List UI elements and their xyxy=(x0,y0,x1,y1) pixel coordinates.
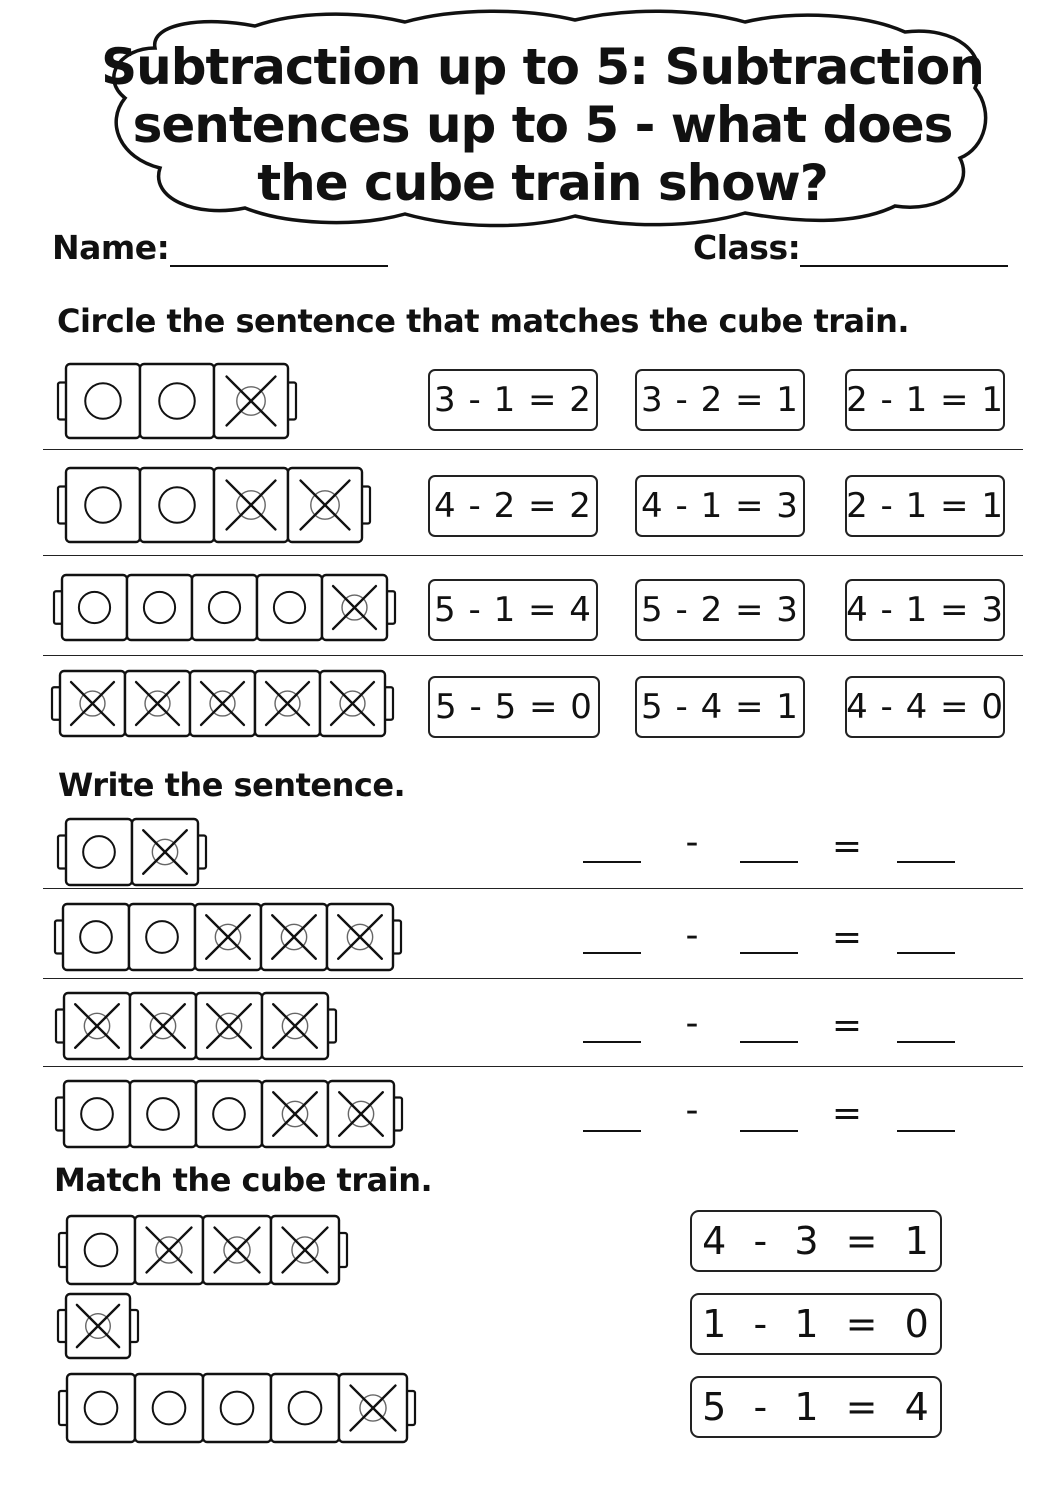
cube xyxy=(66,819,132,885)
cube-train xyxy=(52,573,397,642)
cube-train xyxy=(50,669,395,738)
sentence-option[interactable]: 2 - 1 = 1 xyxy=(845,369,1005,431)
class-blank[interactable] xyxy=(800,265,1008,267)
section-circle-instruction: Circle the sentence that matches the cube train. xyxy=(57,302,910,340)
minus-sign: - xyxy=(685,1003,699,1044)
crossed-cube xyxy=(262,1081,328,1147)
row-divider xyxy=(43,655,1023,656)
crossed-cube xyxy=(64,993,130,1059)
match-sentence[interactable]: 4 - 3 = 1 xyxy=(690,1210,942,1272)
crossed-cube xyxy=(196,993,262,1059)
cube xyxy=(63,904,129,970)
crossed-cube xyxy=(195,904,261,970)
answer-blank[interactable] xyxy=(583,1041,641,1043)
page-title-line-1: Subtraction up to 5: Subtraction xyxy=(101,38,984,96)
crossed-cube xyxy=(327,904,393,970)
cube xyxy=(67,1374,135,1442)
cube xyxy=(257,575,322,640)
section-match-instruction: Match the cube train. xyxy=(54,1161,433,1199)
answer-blank[interactable] xyxy=(897,952,955,954)
cube xyxy=(203,1374,271,1442)
page-title-line-2: sentences up to 5 - what does xyxy=(132,96,953,154)
crossed-cube xyxy=(339,1374,407,1442)
crossed-cube xyxy=(214,468,288,542)
answer-blank[interactable] xyxy=(897,861,955,863)
name-blank[interactable] xyxy=(170,265,388,267)
name-label: Name: xyxy=(52,228,170,267)
sentence-option[interactable]: 4 - 2 = 2 xyxy=(428,475,598,537)
sentence-option[interactable]: 4 - 1 = 3 xyxy=(635,475,805,537)
minus-sign: - xyxy=(685,915,699,956)
cube xyxy=(192,575,257,640)
cube xyxy=(127,575,192,640)
cube-train xyxy=(56,817,208,887)
cube xyxy=(129,904,195,970)
sentence-option[interactable]: 3 - 2 = 1 xyxy=(635,369,805,431)
section-write-instruction: Write the sentence. xyxy=(58,766,406,804)
cube-train xyxy=(53,902,403,972)
row-divider xyxy=(43,1066,1023,1067)
answer-blank[interactable] xyxy=(740,1041,798,1043)
cube xyxy=(130,1081,196,1147)
cube xyxy=(271,1374,339,1442)
cube xyxy=(135,1374,203,1442)
cube-train[interactable] xyxy=(57,1372,417,1444)
sentence-option[interactable]: 2 - 1 = 1 xyxy=(845,475,1005,537)
cube-train xyxy=(54,1079,404,1149)
sentence-option[interactable]: 3 - 1 = 2 xyxy=(428,369,598,431)
crossed-cube xyxy=(132,819,198,885)
crossed-cube xyxy=(190,671,255,736)
answer-blank[interactable] xyxy=(740,861,798,863)
crossed-cube xyxy=(203,1216,271,1284)
crossed-cube xyxy=(135,1216,203,1284)
cube xyxy=(62,575,127,640)
crossed-cube xyxy=(125,671,190,736)
row-divider xyxy=(43,555,1023,556)
minus-sign: - xyxy=(685,822,699,863)
answer-blank[interactable] xyxy=(740,952,798,954)
crossed-cube xyxy=(130,993,196,1059)
cube-train xyxy=(56,466,372,544)
answer-blank[interactable] xyxy=(583,952,641,954)
crossed-cube xyxy=(271,1216,339,1284)
equals-sign: = xyxy=(831,1093,863,1134)
crossed-cube xyxy=(214,364,288,438)
crossed-cube xyxy=(288,468,362,542)
cube xyxy=(140,468,214,542)
crossed-cube xyxy=(60,671,125,736)
sentence-option[interactable]: 5 - 5 = 0 xyxy=(428,676,600,738)
cube-train xyxy=(56,362,298,440)
equals-sign: = xyxy=(831,1005,863,1046)
class-label: Class: xyxy=(693,228,801,267)
cube xyxy=(66,468,140,542)
row-divider xyxy=(43,449,1023,450)
sentence-option[interactable]: 5 - 2 = 3 xyxy=(635,579,805,641)
crossed-cube xyxy=(66,1294,130,1358)
row-divider xyxy=(43,978,1023,979)
cube xyxy=(64,1081,130,1147)
cube xyxy=(67,1216,135,1284)
equals-sign: = xyxy=(831,826,863,867)
row-divider xyxy=(43,888,1023,889)
minus-sign: - xyxy=(685,1090,699,1131)
answer-blank[interactable] xyxy=(583,1130,641,1132)
answer-blank[interactable] xyxy=(897,1041,955,1043)
answer-blank[interactable] xyxy=(897,1130,955,1132)
cube-train[interactable] xyxy=(56,1292,140,1360)
sentence-option[interactable]: 4 - 4 = 0 xyxy=(845,676,1005,738)
sentence-option[interactable]: 5 - 4 = 1 xyxy=(635,676,805,738)
match-sentence[interactable]: 5 - 1 = 4 xyxy=(690,1376,942,1438)
match-sentence[interactable]: 1 - 1 = 0 xyxy=(690,1293,942,1355)
crossed-cube xyxy=(261,904,327,970)
crossed-cube xyxy=(322,575,387,640)
answer-blank[interactable] xyxy=(740,1130,798,1132)
page-title-line-3: the cube train show? xyxy=(257,154,828,212)
cube xyxy=(66,364,140,438)
sentence-option[interactable]: 5 - 1 = 4 xyxy=(428,579,598,641)
answer-blank[interactable] xyxy=(583,861,641,863)
crossed-cube xyxy=(328,1081,394,1147)
crossed-cube xyxy=(255,671,320,736)
crossed-cube xyxy=(262,993,328,1059)
crossed-cube xyxy=(320,671,385,736)
cube-train xyxy=(54,991,338,1061)
equals-sign: = xyxy=(831,917,863,958)
cube-train[interactable] xyxy=(57,1214,349,1286)
cube xyxy=(196,1081,262,1147)
sentence-option[interactable]: 4 - 1 = 3 xyxy=(845,579,1005,641)
cube xyxy=(140,364,214,438)
